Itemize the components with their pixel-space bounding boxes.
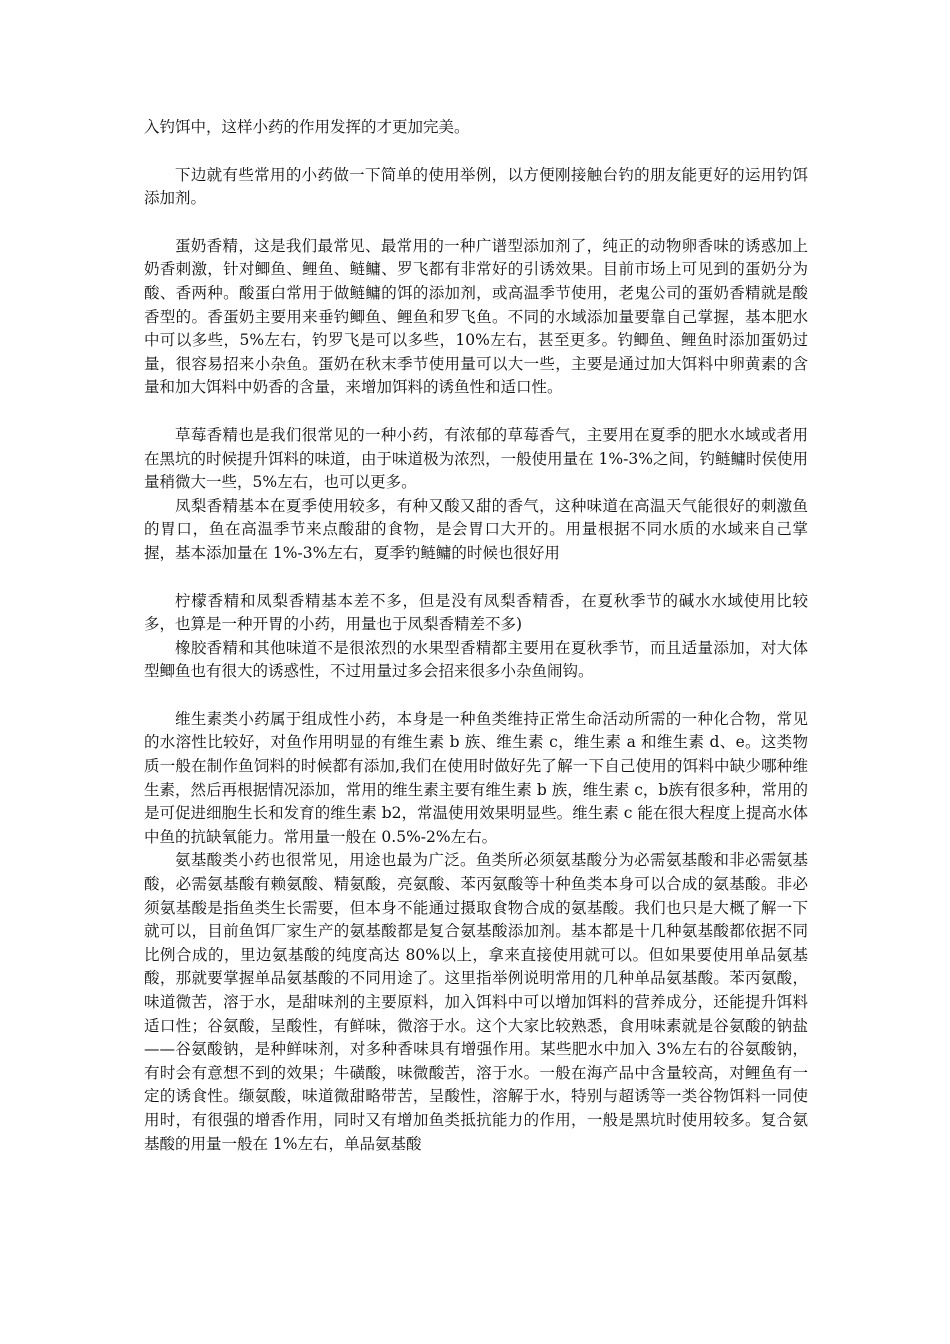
paragraph-vitamins: 维生素类小药属于组成性小药，本身是一种鱼类维持正常生命活动所需的一种化合物，常见的水溶性比较好，对鱼作用明显的有维生素 b 族、维生素 c，维生素 a 和维生素 d、e。这类物质一般在制作鱼饲料的时候都有添加,我们在使用时做好先了解一下自己使用的饵料中缺少哪种维生素，然后再根据情况添加，常用的维生素主要有维生素 b 族，维生素 c，b族有很多种，常用的是可促进细胞生长和发育的维生素 b2，常温使用效果明显些。维生素 c 能在很大程度上提高水体中鱼的抗缺氧能力。常用量一般在 0.5%-2%左右。 <box>144 709 808 846</box>
paragraph-intro-examples: 下边就有些常用的小药做一下简单的使用举例，以方便刚接触台钓的朋友能更好的运用钓饵添加剂。 <box>144 165 808 208</box>
document-body <box>144 116 808 1156</box>
paragraph-strawberry-essence: 草莓香精也是我们很常见的一种小药，有浓郁的草莓香气，主要用在夏季的肥水水域或者用在黑坑的时候提升饵料的味道，由于味道极为浓烈，一般使用量在 1%-3%之间，钓鲢鳙时侯使用量稍微大一些，5%左右，也可以更多。 <box>144 425 808 492</box>
paragraph-pineapple-essence: 凤梨香精基本在夏季使用较多，有种又酸又甜的香气，这种味道在高温天气能很好的刺激鱼的胃口，鱼在高温季节来点酸甜的食物，是会胃口大开的。用量根据不同水质的水域来自己掌握，基本添加量在 1%-3%左右，夏季钓鲢鳙的时候也很好用 <box>144 496 808 562</box>
paragraph-amino-acids: 氨基酸类小药也很常见，用途也最为广泛。鱼类所必须氨基酸分为必需氨基酸和非必需氨基酸，必需氨基酸有赖氨酸、精氨酸，亮氨酸、苯丙氨酸等十种鱼类本身可以合成的氨基酸。非必须氨基酸是指鱼类生长需要，但本身不能通过摄取食物合成的氨基酸。我们也只是大概了解一下就可以，目前鱼饵厂家生产的氨基酸都是复合氨基酸添加剂。基本都是十几种氨基酸都依据不同比例合成的，里边氨基酸的纯度高达 80%以上，拿来直接使用就可以。但如果要使用单品氨基酸，那就要掌握单品氨基酸的不同用途了。这里指举例说明常用的几种单品氨基酸。苯丙氨酸，味道微苦，溶于水，是甜味剂的主要原料，加入饵料中可以增加饵料的营养成分，还能提升饵料适口性；谷氨酸，呈酸性，有鲜味，微溶于水。这个大家比较熟悉，食用味素就是谷氨酸的钠盐——谷氨酸钠，是种鲜味剂，对多种香味具有增强作用。某些肥水中加入 3%左右的谷氨酸钠，有时会有意想不到的效果；牛磺酸，味微酸苦，溶于水。一般在海产品中含量较高，对鲤鱼有一定的诱食性。缬氨酸，味道微甜略带苦，呈酸性，溶解于水，特别与超诱等一类谷物饵料一同使用时，有很强的增香作用，同时又有增加鱼类抵抗能力的作用，一般是黑坑时使用较多。复合氨基酸的用量一般在 1%左右，单品氨基酸 <box>144 851 808 1153</box>
paragraph-lemon-essence: 柠檬香精和凤梨香精基本差不多，但是没有凤梨香精香，在夏秋季节的碱水水域使用比较多，也算是一种开胃的小药，用量也于凤梨香精差不多) <box>144 591 808 634</box>
paragraph-egg-milk-essence: 蛋奶香精，这是我们最常见、最常用的一种广谱型添加剂了，纯正的动物卵香味的诱惑加上奶香刺激，针对鲫鱼、鲤鱼、鲢鳙、罗飞都有非常好的引诱效果。目前市场上可见到的蛋奶分为酸、香两种。酸蛋白常用于做鲢鳙的饵的添加剂，或高温季节使用，老鬼公司的蛋奶香精就是酸香型的。香蛋奶主要用来垂钓鲫鱼、鲤鱼和罗飞鱼。不同的水域添加量要靠自己掌握，基本肥水中可以多些，5%左右，钓罗飞是可以多些，10%左右，甚至更多。钓鲫鱼、鲤鱼时添加蛋奶过量，很容易招来小杂鱼。蛋奶在秋末季节使用量可以大一些，主要是通过加大饵料中卵黄素的含量和加大饵料中奶香的含量，来增加饵料的诱鱼性和适口性。 <box>144 236 808 397</box>
paragraph-continuation: 入钓饵中，这样小药的作用发挥的才更加完美。 <box>144 118 470 136</box>
paragraph-rubber-essence: 橡胶香精和其他味道不是很浓烈的水果型香精都主要用在夏秋季节，而且适量添加，对大体型鲫鱼也有很大的诱惑性，不过用量过多会招来很多小杂鱼闹钩。 <box>144 638 808 681</box>
